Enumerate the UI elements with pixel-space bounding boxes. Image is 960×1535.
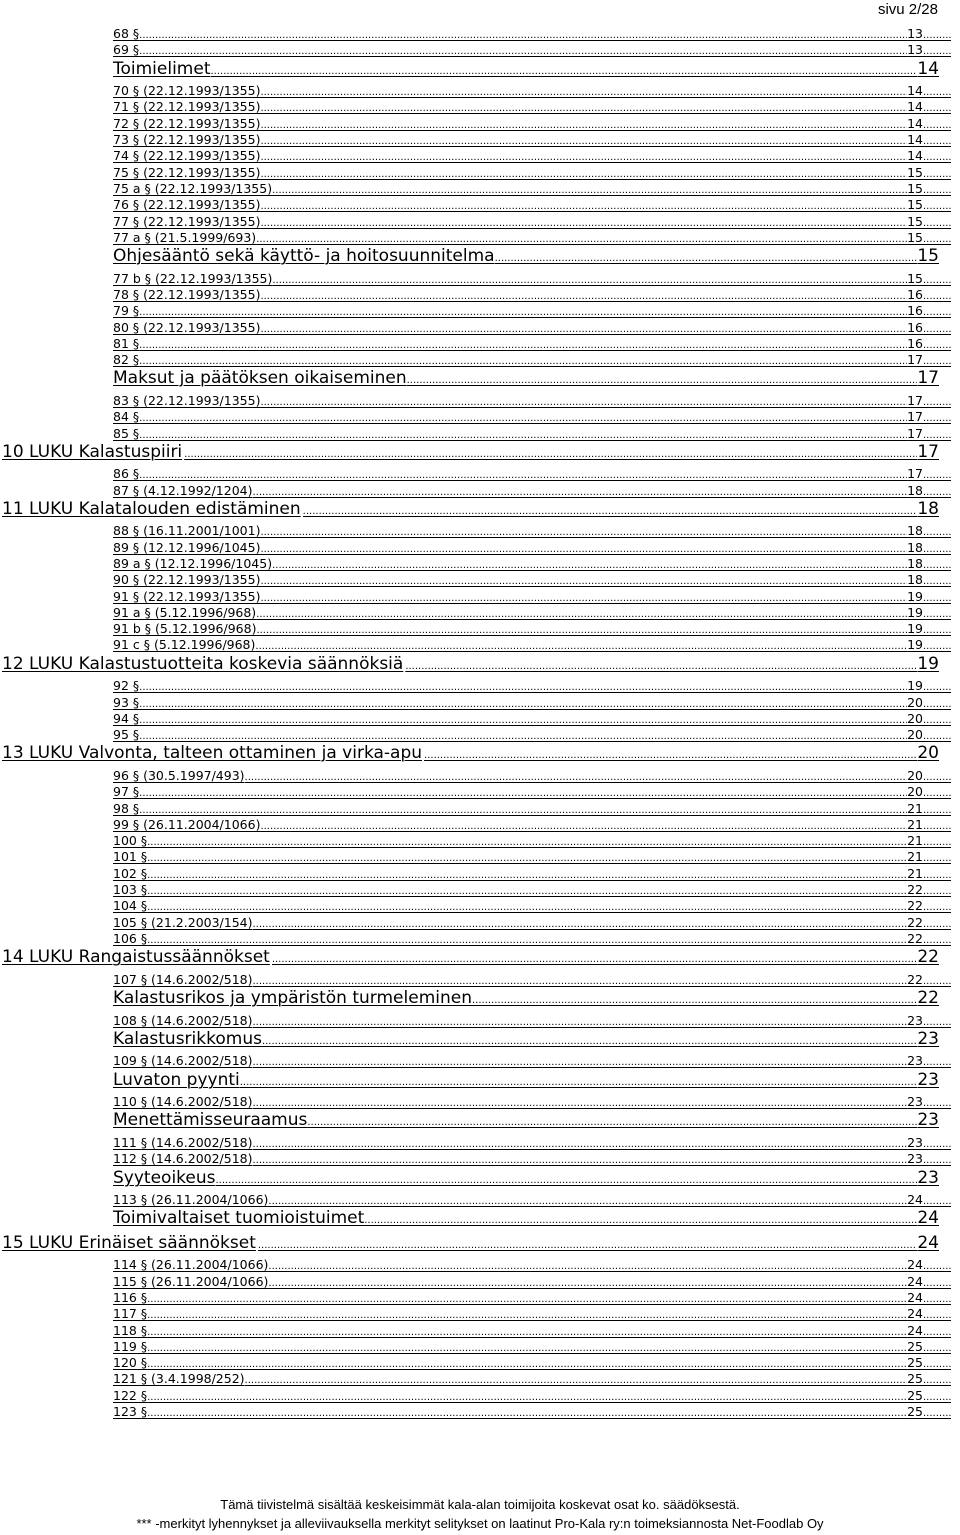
toc-entry-label: Kalastusrikkomus: [113, 1029, 262, 1049]
dot-leader-tail: [923, 680, 951, 696]
toc-entry-page: 15: [907, 165, 923, 180]
toc-entry[interactable]: [113, 621, 951, 637]
toc-entry-label: 82 §: [113, 352, 140, 367]
toc-entry-page: 22: [907, 931, 923, 946]
dot-leader-tail: [923, 44, 951, 60]
toc-entry[interactable]: [113, 882, 951, 898]
toc-entry-label: 14 LUKU Rangaistussäännökset: [2, 947, 270, 967]
dot-leader: [139, 411, 907, 427]
toc-entry[interactable]: [113, 230, 951, 246]
toc-entry-label: 96 § (30.5.1997/493): [113, 768, 245, 783]
toc-section[interactable]: [113, 1208, 939, 1229]
toc-entry[interactable]: [113, 1388, 951, 1404]
toc-entry-label: 103 §: [113, 882, 148, 897]
toc-entry[interactable]: [113, 1053, 951, 1069]
toc-entry-label: 80 § (22.12.1993/1355): [113, 320, 261, 335]
dot-leader: [407, 370, 918, 391]
toc-chapter[interactable]: [2, 1233, 939, 1254]
toc-entry-label: 98 §: [113, 801, 140, 816]
toc-entry-label: 71 § (22.12.1993/1355): [113, 99, 261, 114]
dot-leader: [262, 1031, 917, 1052]
toc-entry[interactable]: [113, 768, 951, 784]
toc-entry-label: 74 § (22.12.1993/1355): [113, 148, 261, 163]
toc-entry[interactable]: [113, 817, 951, 833]
dot-leader-tail: [923, 1259, 951, 1275]
toc-entry[interactable]: [113, 466, 951, 482]
dot-leader: [260, 101, 907, 117]
toc-entry-label: 87 § (4.12.1992/1204): [113, 483, 253, 498]
dot-leader: [211, 61, 918, 82]
toc-entry[interactable]: [113, 931, 951, 947]
toc-entry[interactable]: [113, 801, 951, 817]
toc-entry-page: 23: [917, 1029, 939, 1049]
dot-leader: [147, 1406, 907, 1422]
toc-entry-page: 20: [907, 768, 923, 783]
toc-entry[interactable]: [113, 99, 951, 115]
toc-entry-page: 18: [917, 499, 939, 519]
toc-entry-label: 91 § (22.12.1993/1355): [113, 589, 261, 604]
toc-entry-page: 21: [907, 866, 923, 881]
toc-entry-label: 91 a § (5.12.1996/968): [113, 605, 257, 620]
dot-leader: [139, 44, 907, 60]
toc-entry-label: 69 §: [113, 42, 140, 57]
dot-leader: [472, 990, 917, 1011]
toc-section[interactable]: [113, 1070, 939, 1091]
toc-entry-page: 17: [917, 442, 939, 462]
toc-entry-page: 22: [907, 915, 923, 930]
toc-entry-page: 23: [907, 1151, 923, 1166]
toc-entry-page: 23: [917, 1168, 939, 1188]
toc-entry[interactable]: [113, 271, 951, 287]
dot-leader: [139, 468, 907, 484]
toc-entry-page: 25: [907, 1339, 923, 1354]
toc-entry[interactable]: [113, 426, 951, 442]
toc-entry-label: 11 LUKU Kalatalouden edistäminen: [2, 499, 301, 519]
toc-entry-label: 89 § (12.12.1996/1045): [113, 540, 261, 555]
toc-entry[interactable]: [113, 915, 951, 931]
toc-entry-page: 21: [907, 849, 923, 864]
toc-entry-label: 89 a § (12.12.1996/1045): [113, 556, 273, 571]
dot-leader: [424, 745, 917, 766]
toc-entry-page: 24: [907, 1306, 923, 1321]
dot-leader-tail: [923, 1055, 951, 1071]
toc-entry-label: 86 §: [113, 466, 140, 481]
toc-entry[interactable]: [113, 26, 951, 42]
toc-entry-label: 84 §: [113, 409, 140, 424]
toc-entry-label: 109 § (14.6.2002/518): [113, 1053, 253, 1068]
toc-entry[interactable]: [113, 393, 951, 409]
toc-entry-label: 94 §: [113, 711, 140, 726]
toc-entry-page: 19: [907, 589, 923, 604]
dot-leader-tail: [923, 1153, 951, 1169]
toc-entry-label: Luvaton pyynti: [113, 1070, 240, 1090]
toc-entry-page: 14: [917, 59, 939, 79]
toc-entry-page: 15: [907, 181, 923, 196]
toc-entry[interactable]: [113, 1192, 951, 1208]
toc-entry-label: 78 § (22.12.1993/1355): [113, 287, 261, 302]
toc-entry-label: Menettämisseuraamus: [113, 1110, 308, 1130]
toc-entry[interactable]: [113, 336, 951, 352]
toc-entry-page: 25: [907, 1355, 923, 1370]
toc-entry-page: 20: [907, 784, 923, 799]
toc-entry-page: 14: [907, 148, 923, 163]
toc-entry-label: 91 c § (5.12.1996/968): [113, 637, 256, 652]
toc-entry-page: 19: [917, 654, 939, 674]
toc-entry-page: 25: [907, 1404, 923, 1419]
footer-credits: *** -merkityt lyhennykset ja alleviivauksella merkityt selitykset on laatinut Pro-Kala ry:n toimeksiannosta Net-Foodlab Oy: [136, 1516, 824, 1531]
toc-section[interactable]: [113, 988, 939, 1009]
toc-entry-label: 73 § (22.12.1993/1355): [113, 132, 261, 147]
toc-entry[interactable]: [113, 711, 951, 727]
toc-entry[interactable]: [113, 540, 951, 556]
toc-entry-page: 24: [907, 1274, 923, 1289]
toc-entry[interactable]: [113, 1094, 951, 1110]
toc-entry-page: 19: [907, 605, 923, 620]
toc-entry-page: 17: [917, 368, 939, 388]
toc-entry-label: Toimielimet: [113, 59, 211, 79]
toc-entry-label: 97 §: [113, 784, 140, 799]
dot-leader-tail: [923, 468, 951, 484]
toc-entry-page: 24: [907, 1323, 923, 1338]
toc-entry-page: 17: [907, 426, 923, 441]
dot-leader-tail: [923, 786, 951, 802]
dot-leader: [260, 150, 907, 166]
toc-entry-page: 20: [907, 695, 923, 710]
toc-entry[interactable]: [113, 287, 951, 303]
dot-leader: [139, 680, 907, 696]
toc-entry[interactable]: [113, 1306, 951, 1322]
toc-entry-page: 16: [907, 320, 923, 335]
toc-entry-page: 18: [907, 572, 923, 587]
toc-entry[interactable]: [113, 1290, 951, 1306]
toc-entry-label: 99 § (26.11.2004/1066): [113, 817, 261, 832]
dot-leader-tail: [923, 411, 951, 427]
toc-entry-page: 17: [907, 466, 923, 481]
toc-entry-label: 79 §: [113, 303, 140, 318]
dot-leader: [240, 1072, 918, 1093]
footer-note: Tämä tiivistelmä sisältää keskeisimmät kala-alan toimijoita koskevat osat ko. säädöksestä.: [220, 1497, 740, 1512]
dot-leader: [272, 949, 918, 970]
dot-leader: [303, 501, 918, 522]
toc-entry[interactable]: [113, 409, 951, 425]
toc-entry-page: 15: [907, 214, 923, 229]
toc-entry-page: 15: [907, 271, 923, 286]
toc-entry-page: 22: [907, 972, 923, 987]
toc-entry-page: 16: [907, 336, 923, 351]
toc-entry-label: 76 § (22.12.1993/1355): [113, 197, 261, 212]
toc-entry[interactable]: [113, 197, 951, 213]
toc-entry-page: 18: [907, 540, 923, 555]
toc-entry[interactable]: [113, 833, 951, 849]
dot-leader: [253, 1055, 908, 1071]
dot-leader: [405, 656, 917, 677]
toc-chapter[interactable]: [2, 947, 939, 968]
toc-entry[interactable]: [113, 181, 951, 197]
toc-entry-page: 25: [907, 1388, 923, 1403]
dot-leader: [268, 1259, 907, 1275]
toc-entry-label: 95 §: [113, 727, 140, 742]
toc-entry[interactable]: [113, 1135, 951, 1151]
toc-entry-label: 116 §: [113, 1290, 148, 1305]
toc-chapter[interactable]: [2, 499, 939, 520]
dot-leader-tail: [923, 525, 951, 541]
toc-entry-label: 85 §: [113, 426, 140, 441]
dot-leader: [495, 248, 918, 269]
toc-entry-label: 114 § (26.11.2004/1066): [113, 1257, 269, 1272]
dot-leader-tail: [923, 199, 951, 215]
toc-entry[interactable]: [113, 483, 951, 499]
toc-entry[interactable]: [113, 523, 951, 539]
toc-entry-page: 23: [907, 1135, 923, 1150]
toc-entry-label: 104 §: [113, 898, 148, 913]
toc-entry-label: 105 § (21.2.2003/154): [113, 915, 253, 930]
toc-entry-page: 24: [917, 1208, 939, 1228]
toc-entry-page: 23: [917, 1110, 939, 1130]
toc-entry-label: 12 LUKU Kalastustuotteita koskevia säännöksiä: [2, 654, 404, 674]
toc-entry[interactable]: [113, 1151, 951, 1167]
toc-chapter[interactable]: [2, 743, 939, 764]
toc-entry[interactable]: [113, 849, 951, 865]
toc-entry-page: 17: [907, 352, 923, 367]
toc-entry-label: 83 § (22.12.1993/1355): [113, 393, 261, 408]
toc-entry-label: 10 LUKU Kalastuspiiri: [2, 442, 183, 462]
dot-leader-tail: [923, 900, 951, 916]
dot-leader: [147, 1308, 907, 1324]
toc-entry[interactable]: [113, 1274, 951, 1290]
toc-entry-label: 120 §: [113, 1355, 148, 1370]
dot-leader: [364, 1210, 917, 1231]
toc-entry-label: 75 § (22.12.1993/1355): [113, 165, 261, 180]
toc-entry-label: 118 §: [113, 1323, 148, 1338]
toc-entry-label: 81 §: [113, 336, 140, 351]
toc-entry[interactable]: [113, 589, 951, 605]
dot-leader-tail: [923, 1308, 951, 1324]
toc-entry[interactable]: [113, 83, 951, 99]
toc-entry-page: 25: [907, 1371, 923, 1386]
toc-entry-label: 100 §: [113, 833, 148, 848]
toc-entry[interactable]: [113, 678, 951, 694]
dot-leader: [245, 1373, 908, 1389]
dot-leader-tail: [923, 1406, 951, 1422]
toc-section[interactable]: [113, 368, 939, 389]
toc-entry[interactable]: [113, 1355, 951, 1371]
toc-entry[interactable]: [113, 898, 951, 914]
toc-entry-label: 122 §: [113, 1388, 148, 1403]
toc-entry-page: 15: [907, 230, 923, 245]
toc-entry-label: 113 § (26.11.2004/1066): [113, 1192, 269, 1207]
dot-leader: [258, 1235, 917, 1256]
toc-entry-page: 17: [907, 393, 923, 408]
toc-entry-page: 23: [907, 1013, 923, 1028]
toc-entry-page: 18: [907, 523, 923, 538]
toc-entry-label: 112 § (14.6.2002/518): [113, 1151, 253, 1166]
toc-entry-label: 15 LUKU Erinäiset säännökset: [2, 1233, 256, 1253]
toc-entry-page: 23: [917, 1070, 939, 1090]
toc-entry-page: 16: [907, 303, 923, 318]
toc-entry-label: Syyteoikeus: [113, 1168, 216, 1188]
toc-entry[interactable]: [113, 727, 951, 743]
toc-entry-label: 117 §: [113, 1306, 148, 1321]
dot-leader: [253, 1153, 908, 1169]
toc-entry[interactable]: [113, 352, 951, 368]
dot-leader: [139, 786, 907, 802]
toc-entry-label: 68 §: [113, 26, 140, 41]
toc-entry[interactable]: [113, 605, 951, 621]
toc-entry-page: 22: [917, 988, 939, 1008]
toc-entry[interactable]: [113, 972, 951, 988]
toc-entry[interactable]: [113, 556, 951, 572]
toc-entry-label: 101 §: [113, 849, 148, 864]
toc-entry-page: 13: [907, 26, 923, 41]
toc-entry-label: 77 § (22.12.1993/1355): [113, 214, 261, 229]
toc-entry-label: 107 § (14.6.2002/518): [113, 972, 253, 987]
toc-entry-page: 24: [907, 1192, 923, 1207]
toc-entry[interactable]: [113, 148, 951, 164]
toc-section[interactable]: [113, 246, 939, 267]
toc-entry-label: 108 § (14.6.2002/518): [113, 1013, 253, 1028]
toc-entry[interactable]: [113, 132, 951, 148]
toc-entry-label: 106 §: [113, 931, 148, 946]
toc-entry[interactable]: [113, 1339, 951, 1355]
toc-entry-label: Maksut ja päätöksen oikaiseminen: [113, 368, 407, 388]
toc-entry-label: 111 § (14.6.2002/518): [113, 1135, 253, 1150]
toc-entry-label: 72 § (22.12.1993/1355): [113, 116, 261, 131]
toc-entry-label: 70 § (22.12.1993/1355): [113, 83, 261, 98]
toc-entry-page: 13: [907, 42, 923, 57]
toc-entry-page: 17: [907, 409, 923, 424]
toc-entry[interactable]: [113, 1257, 951, 1273]
toc-entry[interactable]: [113, 1371, 951, 1387]
dot-leader: [307, 1112, 917, 1133]
toc-entry-page: 22: [907, 898, 923, 913]
toc-entry-page: 23: [907, 1053, 923, 1068]
toc-entry[interactable]: [113, 303, 951, 319]
toc-entry-page: 21: [907, 817, 923, 832]
toc-entry-page: 21: [907, 833, 923, 848]
toc-entry[interactable]: [113, 42, 951, 58]
dot-leader: [260, 525, 907, 541]
toc-entry-page: 22: [917, 947, 939, 967]
dot-leader-tail: [923, 1373, 951, 1389]
toc-entry-page: 18: [907, 556, 923, 571]
toc-entry-page: 21: [907, 801, 923, 816]
dot-leader: [216, 1170, 918, 1191]
toc-entry[interactable]: [113, 1323, 951, 1339]
toc-section[interactable]: [113, 59, 939, 80]
toc-entry-page: 18: [907, 483, 923, 498]
toc-entry-page: 14: [907, 83, 923, 98]
toc-section[interactable]: [113, 1029, 939, 1050]
toc-entry[interactable]: [113, 116, 951, 132]
toc-entry[interactable]: [113, 320, 951, 336]
toc-entry-page: 24: [907, 1257, 923, 1272]
toc-entry[interactable]: [113, 572, 951, 588]
dot-leader: [147, 900, 907, 916]
dot-leader-tail: [923, 305, 951, 321]
toc-entry-label: 121 § (3.4.1998/252): [113, 1371, 245, 1386]
dot-leader-tail: [923, 150, 951, 166]
toc-entry[interactable]: [113, 637, 951, 653]
toc-entry-label: 75 a § (22.12.1993/1355): [113, 181, 273, 196]
toc-entry-page: 14: [907, 132, 923, 147]
toc-entry-label: Ohjesääntö sekä käyttö- ja hoitosuunnitelma: [113, 246, 495, 266]
dot-leader-tail: [923, 101, 951, 117]
toc-entry[interactable]: [113, 214, 951, 230]
toc-entry[interactable]: [113, 866, 951, 882]
toc-entry-label: Toimivaltaiset tuomioistuimet: [113, 1208, 365, 1228]
toc-entry-page: 24: [917, 1233, 939, 1253]
toc-entry-label: 110 § (14.6.2002/518): [113, 1094, 253, 1109]
toc-entry-label: 90 § (22.12.1993/1355): [113, 572, 261, 587]
toc-entry-page: 14: [907, 116, 923, 131]
dot-leader-tail: [923, 639, 951, 655]
toc-entry-page: 24: [907, 1290, 923, 1305]
toc-entry[interactable]: [113, 1013, 951, 1029]
dot-leader: [260, 574, 907, 590]
toc-entry-page: 19: [907, 637, 923, 652]
toc-entry-label: Kalastusrikos ja ympäristön turmeleminen: [113, 988, 472, 1008]
toc-entry-page: 19: [907, 621, 923, 636]
toc-entry-page: 15: [917, 246, 939, 266]
toc-entry-label: 77 b § (22.12.1993/1355): [113, 271, 273, 286]
dot-leader-tail: [923, 574, 951, 590]
toc-entry-label: 123 §: [113, 1404, 148, 1419]
dot-leader: [260, 199, 907, 215]
toc-entry-page: 20: [907, 711, 923, 726]
toc-entry-label: 13 LUKU Valvonta, talteen ottaminen ja virka-apu: [2, 743, 423, 763]
toc-entry[interactable]: [113, 1404, 951, 1420]
toc-entry-page: 19: [907, 678, 923, 693]
toc-entry-label: 88 § (16.11.2001/1001): [113, 523, 261, 538]
toc-entry-page: 16: [907, 287, 923, 302]
toc-entry-page: 15: [907, 197, 923, 212]
dot-leader-tail: [923, 851, 951, 867]
toc-chapter[interactable]: [2, 654, 939, 675]
toc-entry-label: 92 §: [113, 678, 140, 693]
toc-entry-label: 77 a § (21.5.1999/693): [113, 230, 257, 245]
toc-entry[interactable]: [113, 165, 951, 181]
toc-entry-label: 91 b § (5.12.1996/968): [113, 621, 257, 636]
toc-entry-label: 102 §: [113, 866, 148, 881]
toc-section[interactable]: [113, 1168, 939, 1189]
page-number: sivu 2/28: [877, 1, 938, 18]
toc-entry[interactable]: [113, 784, 951, 800]
dot-leader: [139, 305, 907, 321]
toc-entry[interactable]: [113, 695, 951, 711]
toc-entry-page: 20: [917, 743, 939, 763]
toc-entry-label: 119 §: [113, 1339, 148, 1354]
dot-leader: [147, 851, 907, 867]
toc-entry-page: 14: [907, 99, 923, 114]
toc-entry-page: 22: [907, 882, 923, 897]
dot-leader: [255, 639, 907, 655]
dot-leader: [184, 444, 917, 465]
toc-chapter[interactable]: [2, 442, 939, 463]
toc-entry-label: 93 §: [113, 695, 140, 710]
toc-section[interactable]: [113, 1110, 939, 1131]
toc-entry-page: 20: [907, 727, 923, 742]
toc-entry-label: 115 § (26.11.2004/1066): [113, 1274, 269, 1289]
toc-entry-page: 23: [907, 1094, 923, 1109]
